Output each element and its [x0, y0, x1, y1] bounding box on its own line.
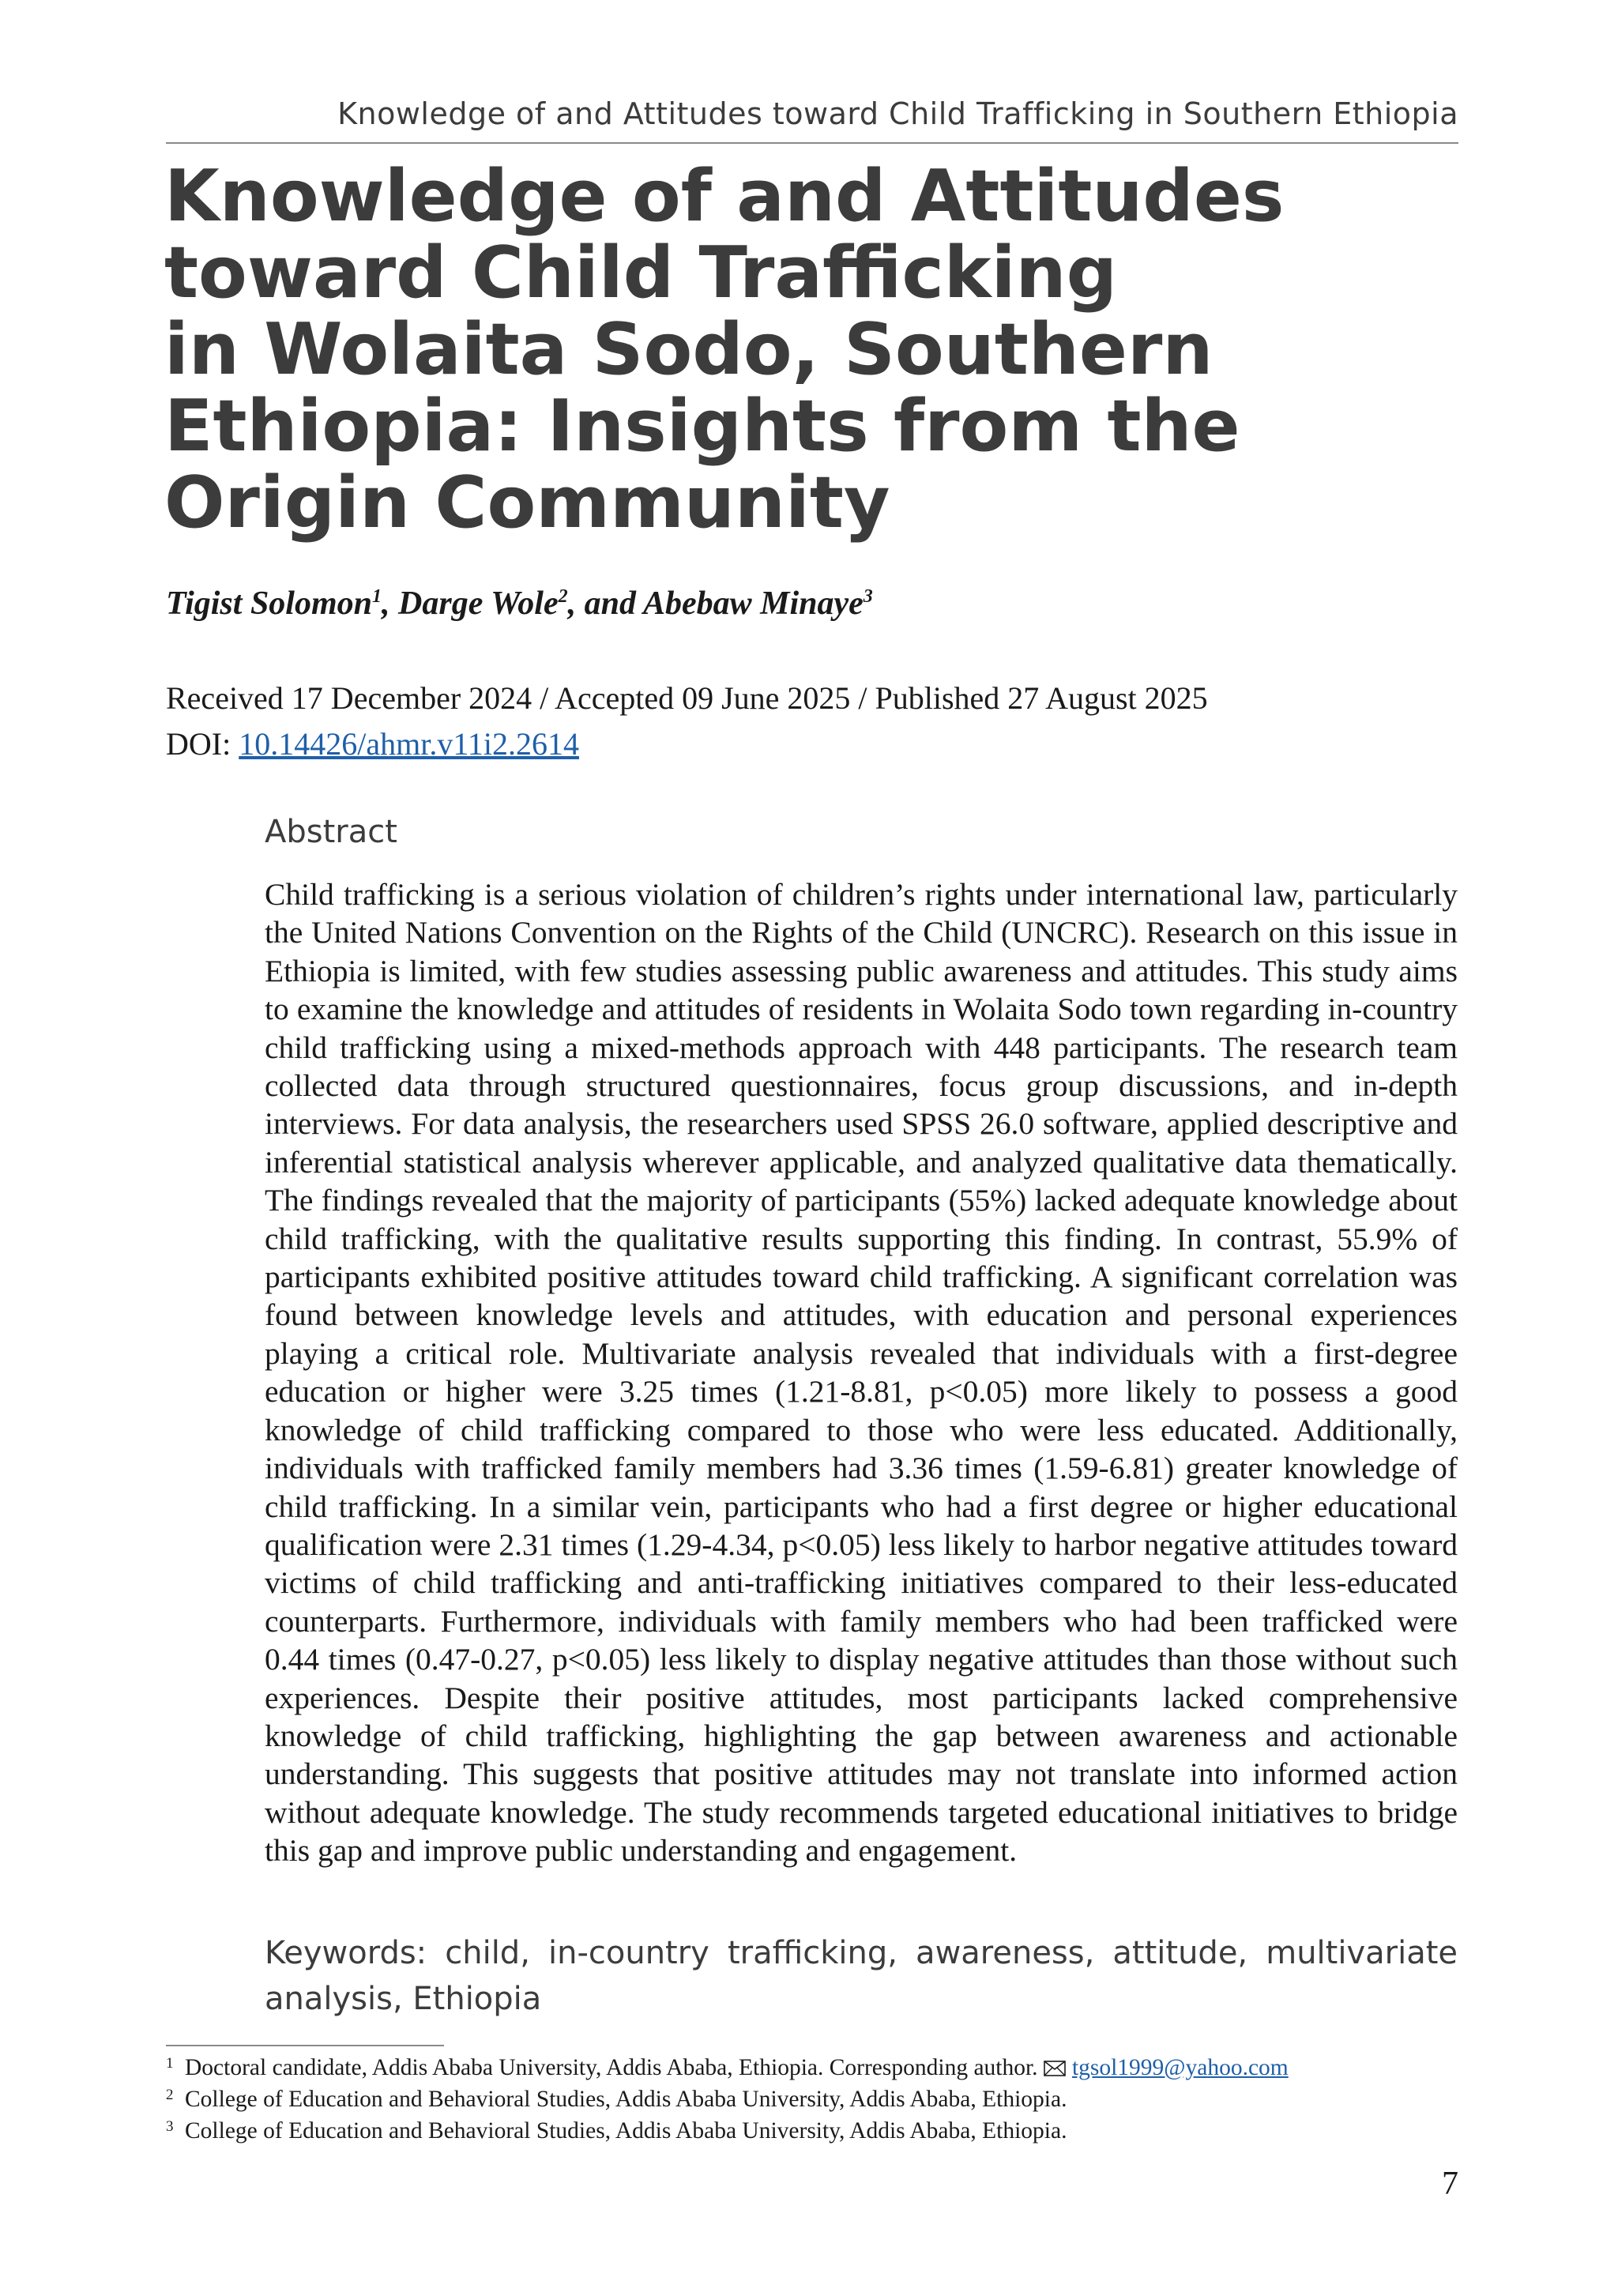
footnote-divider: [166, 2045, 444, 2046]
page-number: 7: [1442, 2166, 1458, 2202]
author-separator: , and: [567, 585, 643, 622]
running-header: [166, 95, 1458, 144]
publication-info: [166, 676, 1208, 767]
author-name: Darge Wole: [398, 585, 559, 622]
footnote-text: Doctoral candidate, Addis Ababa University, Addis Ababa, Ethiopia. Corresponding author.: [185, 2055, 1044, 2080]
keywords: Keywords: child, in-country trafficking, awareness, attitude, multivariate analysis, Ethiopia: [265, 1935, 1458, 2017]
publication-dates: Received 17 December 2024 / Accepted 09 June 2025 / Published 27 August 2025: [166, 680, 1208, 716]
author-separator: ,: [382, 585, 399, 622]
author-affiliation-mark: 3: [863, 586, 873, 607]
mail-icon: [1044, 2061, 1066, 2076]
author-affiliation-mark: 1: [372, 586, 382, 607]
footnote-item: [166, 2052, 1462, 2083]
footnote-item: [166, 2115, 1462, 2147]
footnote-item: [166, 2083, 1462, 2115]
title-line: toward Child Trafficking: [164, 231, 1117, 314]
author-name: Tigist Solomon: [166, 585, 373, 622]
doi-line: [166, 721, 1208, 767]
doi-label: DOI:: [166, 726, 239, 762]
footnote-text: College of Education and Behavioral Studies, Addis Ababa University, Addis Ababa, Ethiopia.: [185, 2087, 1067, 2112]
author-affiliation-mark: 2: [558, 586, 568, 607]
abstract-heading: Abstract: [265, 814, 397, 850]
article-title: [164, 155, 1476, 544]
footnote-number: 1: [166, 2055, 174, 2072]
footnotes: [166, 2052, 1462, 2147]
author-name: Abebaw Minaye: [642, 585, 864, 622]
author-email-link[interactable]: tgsol1999@yahoo.com: [1071, 2055, 1289, 2080]
running-title: Knowledge of and Attitudes toward Child Trafficking in Southern Ethiopia: [337, 96, 1458, 131]
footnote-text: College of Education and Behavioral Studies, Addis Ababa University, Addis Ababa, Ethiopia.: [185, 2118, 1067, 2144]
footnote-number: 3: [166, 2118, 174, 2135]
title-line: Ethiopia: Insights from the: [164, 385, 1240, 468]
title-line: in Wolaita Sodo, Southern: [164, 308, 1214, 391]
doi-link[interactable]: 10.14426/ahmr.v11i2.2614: [239, 726, 579, 762]
footnote-number: 2: [166, 2087, 174, 2103]
author-list: [166, 585, 873, 623]
title-line: Origin Community: [164, 461, 890, 544]
abstract-body: Child trafficking is a serious violation of children’s rights under international law, particularly the United Nations Convention on the Rights of the Child (UNCRC). Research on this issue in Ethiopia is limited, with few studies assessing public awareness and attitudes. This study aims to examine the knowledge and attitudes of residents in Wolaita Sodo town regarding in-country child trafficking using a mixed-methods approach with 448 participants. The research team collected data through structured questionnaires, focus group discussions, and in-depth interviews. For data analysis, the researchers used SPSS 26.0 software, applied descriptive and inferential statistical analysis wherever applicable, and analyzed qualitative data thematically. The findings revealed that the majority of participants (55%) lacked adequate knowledge about child trafficking, with the qualitative results supporting this finding. In contrast, 55.9% of participants exhibited positive attitudes toward child trafficking. A significant correlation was found between knowledge levels and attitudes, with education and personal experiences playing a critical role. Multivariate analysis revealed that individuals with a first-degree education or higher were 3.25 times (1.21-8.81, p<0.05) more likely to possess a good knowledge of child trafficking compared to those who were less educated. Additionally, individuals with trafficked family members had 3.36 times (1.59-6.81) greater knowledge of child trafficking. In a similar vein, participants who had a first degree or higher educational qualification were 2.31 times (1.29-4.34, p<0.05) less likely to harbor negative attitudes toward victims of child trafficking and anti-trafficking initiatives compared to their less-educated counterparts. Furthermore, individuals with family members who had been trafficked were 0.44 times (0.47-0.27, p<0.05) less likely to display negative attitudes than those without such experiences. Despite their positive attitudes, most participants lacked comprehensive knowledge of child trafficking, highlighting the gap between awareness and actionable understanding. This suggests that positive attitudes may not translate into informed action without adequate knowledge. The study recommends targeted educational initiatives to bridge this gap and improve public understanding and engagement.: [265, 877, 1458, 1869]
title-line: Knowledge of and Attitudes: [164, 155, 1285, 238]
